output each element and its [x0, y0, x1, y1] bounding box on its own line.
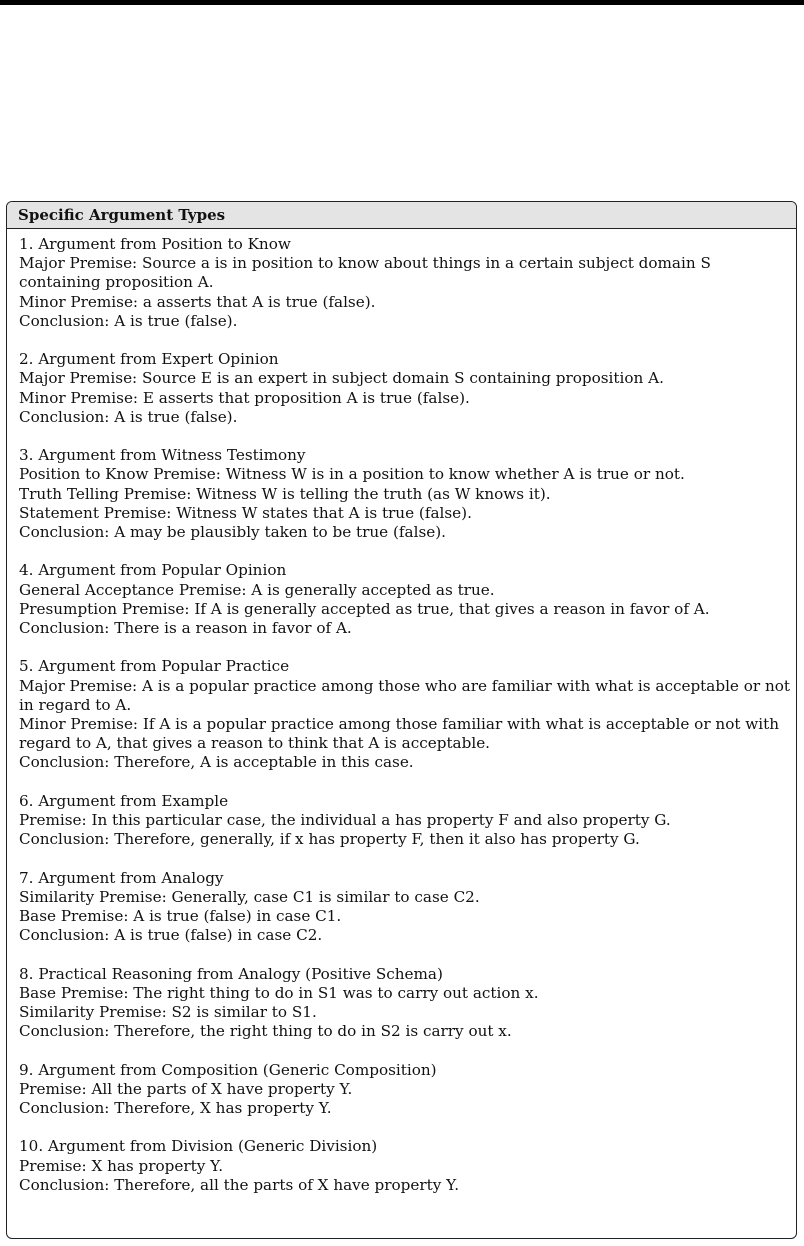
argument-line: Similarity Premise: Generally, case C1 is similar to case C2.: [19, 887, 480, 906]
argument-line: Position to Know Premise: Witness W is in a position to know whether A is true or not.: [19, 465, 685, 484]
argument-heading: 5. Argument from Popular Practice: [19, 657, 290, 676]
argument-heading: 2. Argument from Expert Opinion: [19, 350, 279, 369]
argument-heading: 6. Argument from Example: [19, 791, 229, 810]
argument-line: Major Premise: A is a popular practice among those who are familiar with what is acceptable or not in regard to A.: [19, 676, 790, 714]
top-rule: [0, 0, 804, 5]
argument-section-9: [19, 1061, 790, 1119]
argument-line: Conclusion: A is true (false).: [19, 407, 238, 426]
box-title: Specific Argument Types: [7, 202, 796, 229]
argument-line: Premise: In this particular case, the individual a has property F and also property G.: [19, 811, 671, 830]
argument-heading: 3. Argument from Witness Testimony: [19, 446, 306, 465]
argument-section-7: [19, 869, 790, 946]
argument-heading: 10. Argument from Division (Generic Division): [19, 1137, 378, 1156]
argument-line: Conclusion: Therefore, all the parts of X have property Y.: [19, 1175, 460, 1194]
argument-line: General Acceptance Premise: A is generally accepted as true.: [19, 580, 495, 599]
argument-line: Conclusion: Therefore, generally, if x has property F, then it also has property G.: [19, 830, 640, 849]
argument-section-3: [19, 446, 790, 542]
argument-section-5: [19, 657, 790, 772]
argument-line: Premise: X has property Y.: [19, 1156, 224, 1175]
box-body: [7, 229, 796, 1195]
argument-heading: 1. Argument from Position to Know: [19, 235, 291, 253]
argument-line: Minor Premise: E asserts that proposition A is true (false).: [19, 388, 470, 407]
argument-line: Conclusion: Therefore, A is acceptable in this case.: [19, 753, 414, 772]
argument-section-6: [19, 792, 790, 850]
argument-line: Major Premise: Source E is an expert in subject domain S containing proposition A.: [19, 369, 664, 388]
argument-line: Major Premise: Source a is in position to know about things in a certain subject domain S containing proposition A.: [19, 254, 711, 292]
argument-heading: 9. Argument from Composition (Generic Composition): [19, 1060, 437, 1079]
argument-types-box: [6, 201, 797, 1239]
argument-line: Premise: All the parts of X have property Y.: [19, 1079, 353, 1098]
argument-section-10: [19, 1137, 790, 1195]
argument-section-8: [19, 965, 790, 1042]
argument-line: Minor Premise: a asserts that A is true (false).: [19, 292, 376, 311]
argument-line: Base Premise: The right thing to do in S1 was to carry out action x.: [19, 983, 539, 1002]
argument-line: Conclusion: A may be plausibly taken to be true (false).: [19, 523, 446, 542]
argument-section-4: [19, 561, 790, 638]
argument-line: Conclusion: Therefore, the right thing to do in S2 is carry out x.: [19, 1022, 512, 1041]
argument-line: Presumption Premise: If A is generally accepted as true, that gives a reason in favor of A.: [19, 599, 710, 618]
argument-line: Minor Premise: If A is a popular practice among those familiar with what is acceptable or not with regard to A, that gives a reason to think that A is acceptable.: [19, 715, 780, 753]
argument-heading: 8. Practical Reasoning from Analogy (Positive Schema): [19, 964, 443, 983]
argument-line: Statement Premise: Witness W states that A is true (false).: [19, 503, 472, 522]
argument-line: Base Premise: A is true (false) in case C1.: [19, 907, 342, 926]
argument-line: Conclusion: Therefore, X has property Y.: [19, 1099, 332, 1118]
argument-line: Conclusion: A is true (false) in case C2.: [19, 926, 323, 945]
argument-section-1: [19, 235, 790, 331]
argument-heading: 7. Argument from Analogy: [19, 868, 224, 887]
argument-line: Similarity Premise: S2 is similar to S1.: [19, 1003, 317, 1022]
argument-line: Conclusion: There is a reason in favor of A.: [19, 619, 352, 638]
argument-line: Truth Telling Premise: Witness W is telling the truth (as W knows it).: [19, 484, 551, 503]
argument-section-2: [19, 350, 790, 427]
argument-line: Conclusion: A is true (false).: [19, 311, 238, 330]
argument-heading: 4. Argument from Popular Opinion: [19, 561, 287, 580]
